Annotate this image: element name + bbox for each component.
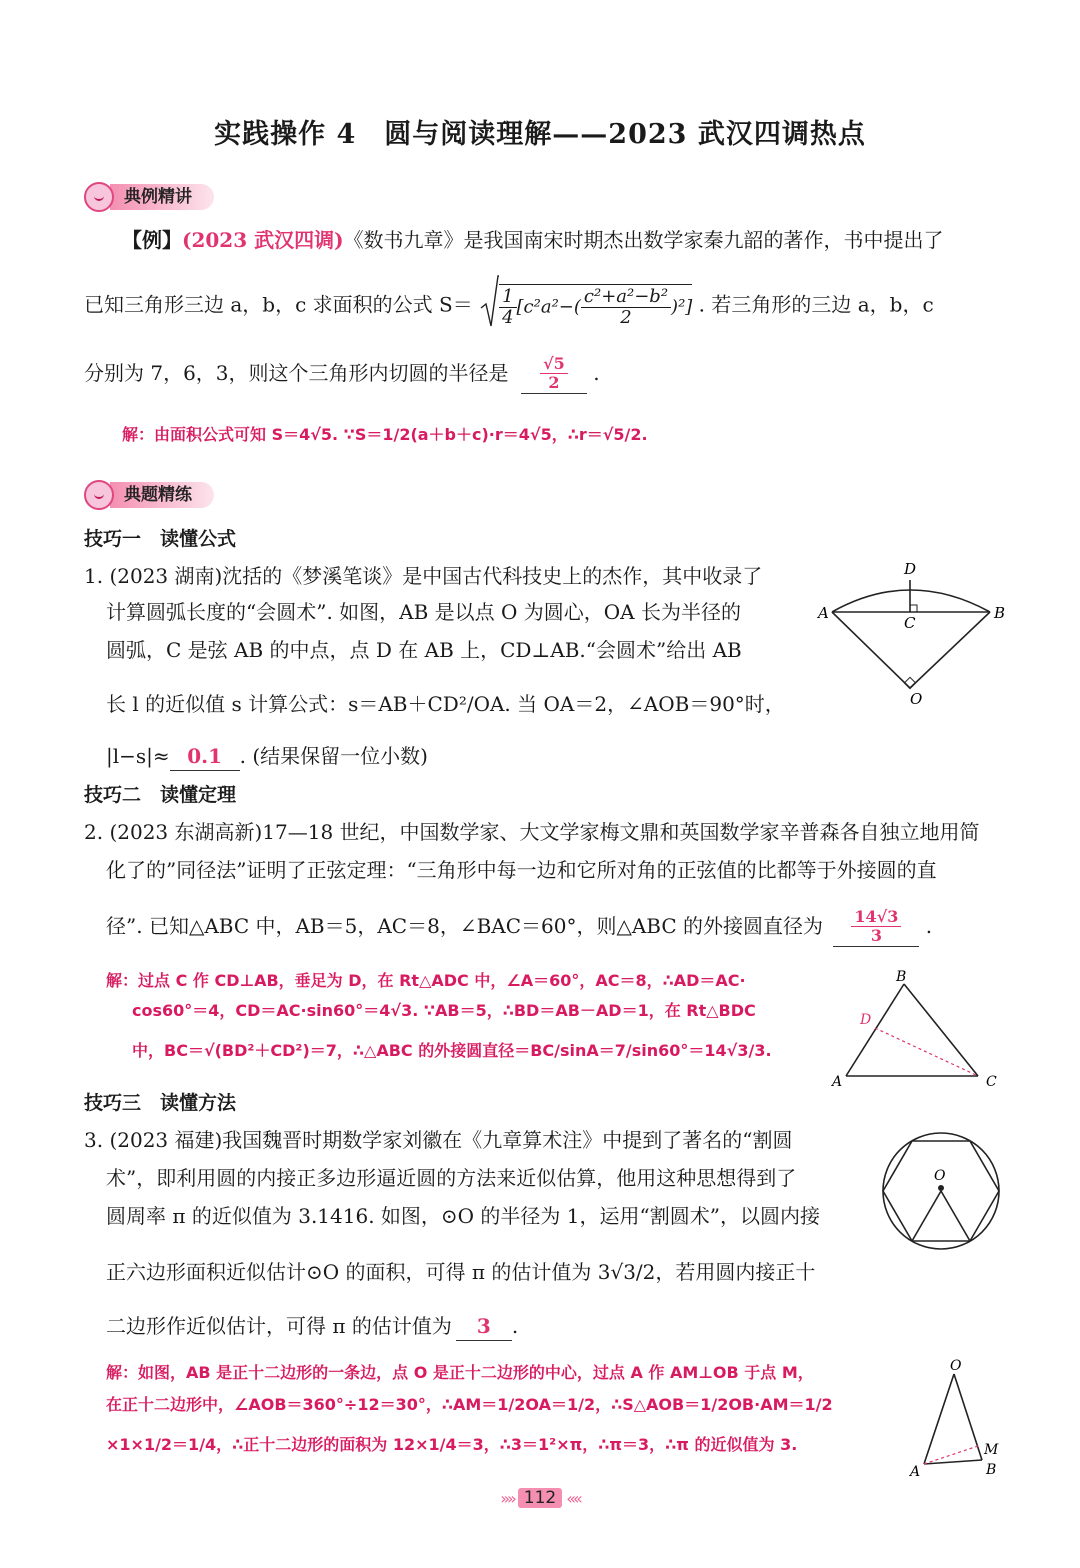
label-c: C [986,1074,997,1090]
example-line-1: 【例】(2023 武汉四调)《数书九章》是我国南宋时期杰出数学家秦九韶的著作，书中提出了 [122,228,944,252]
chevrons-right-icon: »» [500,1488,514,1508]
badge-label: 典题精练 [110,482,214,508]
label-a: A [910,1464,921,1480]
q3-line-2: 术”，即利用圆的内接正多边形逼近圆的方法来近似估算，他用这种思想得到了 [106,1166,797,1190]
section-heading-3: 技巧三 读懂方法 [84,1092,237,1114]
label-o: O [910,690,923,708]
q2-line-3: 径”. 已知△ABC 中，AB＝5，AC＝8，∠BAC＝60°，则△ABC 的外接圆直径为 $\frac{14√3}{3}$ . [106,908,932,947]
section-heading-1: 技巧一 读懂公式 [84,528,237,550]
q2-solution-line-2: cos60°＝4，CD＝AC·sin60°＝4√3. ∵AB＝5，∴BD＝AB－AD＝1，在 Rt△BDC [132,1001,756,1020]
q3-solution-line-2: 在正十二边形中，∠AOB＝360°÷12＝30°，∴AM＝1/2OA＝1/2，∴S△AOB＝1/2OB·AM＝1/2 [106,1395,833,1414]
label-a: A [832,1074,843,1090]
page-number [482,1484,598,1512]
q3-hexagon-figure [876,1126,1006,1256]
q2-answer: $\frac{14√3}{3}$ [833,908,919,947]
label-c: C [904,614,916,632]
q1-line-4: 长 l 的近似值 s 计算公式：s＝AB＋CD²/OA. 当 OA＝2，∠AOB＝90°时， [106,692,785,716]
q1-arc-figure [814,558,1014,708]
q3-line-3: 圆周率 π 的近似值为 3.1416. 如图，⊙O 的半径为 1，运用“割圆术”，以圆内接 [106,1204,820,1228]
q3-line-1: 3. (2023 福建)我国魏晋时期数学家刘徽在《九章算术注》中提到了著名的“割圆 [84,1128,793,1152]
example-line-3: 分别为 7，6，3，则这个三角形内切圆的半径是 $\frac{√5}{2}$ . [84,355,600,394]
example-solution: 解：由面积公式可知 S＝4√5. ∵S＝1/2(a＋b＋c)·r＝4√5，∴r＝√5/2. [122,425,648,444]
q3-solution-line-3: ×1×1/2＝1/4，∴正十二边形的面积为 12×1/4＝3，∴3＝1²×π，∴π＝3，∴π 的近似值为 3. [106,1435,798,1454]
badge-label: 典例精讲 [110,184,214,210]
label-d: D [860,1012,872,1028]
section-heading-2: 技巧二 读懂定理 [84,784,237,806]
label-b: B [986,1462,997,1478]
q1-line-5: |l−s|≈ 0.1 . (结果保留一位小数) [106,742,428,771]
cartoon-mascot-icon [84,480,114,510]
label-b: B [994,604,1006,622]
q3-line-5: 二边形作近似估计，可得 π 的估计值为 3 . [106,1312,518,1341]
q2-triangle-figure [828,966,1008,1092]
q1-answer: 0.1 [170,742,240,771]
q3-solution-line-1: 解：如图，AB 是正十二边形的一条边，点 O 是正十二边形的中心，过点 A 作 AM⊥OB 于点 M， [106,1363,814,1382]
label-b: B [896,969,907,985]
label-d: D [904,560,917,578]
label-a: A [818,604,829,622]
label-m: M [984,1442,999,1458]
chevrons-left-icon: «« [566,1488,580,1508]
q2-line-1: 2. (2023 东湖高新)17—18 世纪，中国数学家、大文学家梅文鼎和英国数学家辛普森各自独立地用简 [84,820,980,844]
q1-line-2: 计算圆弧长度的“会圆术”. 如图，AB 是以点 O 为圆心，OA 长为半径的 [106,600,741,624]
example-answer: $\frac{√5}{2}$ [521,355,587,394]
section-badge-example [84,182,214,212]
label-o: O [950,1358,962,1374]
label-o: O [934,1168,946,1184]
page-number-label: 112 [518,1488,562,1508]
q2-solution-line-3: 中，BC＝√(BD²＋CD²)＝7，∴△ABC 的外接圆直径＝BC/sinA＝7/sin60°＝14√3/3. [132,1041,772,1060]
heron-formula: $\frac{1}{4}$ [c²a²−( $\frac{\text{c²+a²−b²}}{2}$ )²] [479,284,692,328]
sqrt-sign-icon [479,274,499,330]
example-source: (2023 武汉四调) [182,228,344,252]
q2-line-2: 化了的”同径法”证明了正弦定理：“三角形中每一边和它所对角的正弦值的比都等于外接圆的直 [106,858,937,882]
q3-triangle-figure [906,1356,1016,1482]
q3-answer: 3 [456,1312,512,1341]
example-label: 【例】 [122,228,182,252]
cartoon-girl-icon [84,182,114,212]
page-title: 实践操作 4 圆与阅读理解——2023 武汉四调热点 [214,119,866,150]
q2-solution-line-1: 解：过点 C 作 CD⊥AB，垂足为 D，在 Rt△ADC 中，∠A＝60°，AC＝8，∴AD＝AC· [106,971,746,990]
q1-line-3: 圆弧，C 是弦 AB 的中点，点 D 在 AB 上，CD⊥AB.“会圆术”给出 AB [106,638,742,662]
q3-line-4: 正六边形面积近似估计⊙O 的面积，可得 π 的估计值为 3√3/2，若用圆内接正十 [106,1260,816,1284]
section-badge-practice [84,480,214,510]
q1-line-1: 1. (2023 湖南)沈括的《梦溪笔谈》是中国古代科技史上的杰作，其中收录了 [84,564,763,588]
example-line-2: 已知三角形三边 a，b，c 求面积的公式 S＝ $\frac{1}{4}$ [c²a²−( $\frac{\text{c²+a²−b²}}{2}$ )²] . 若三角形的三边 a，b，c [84,284,934,328]
